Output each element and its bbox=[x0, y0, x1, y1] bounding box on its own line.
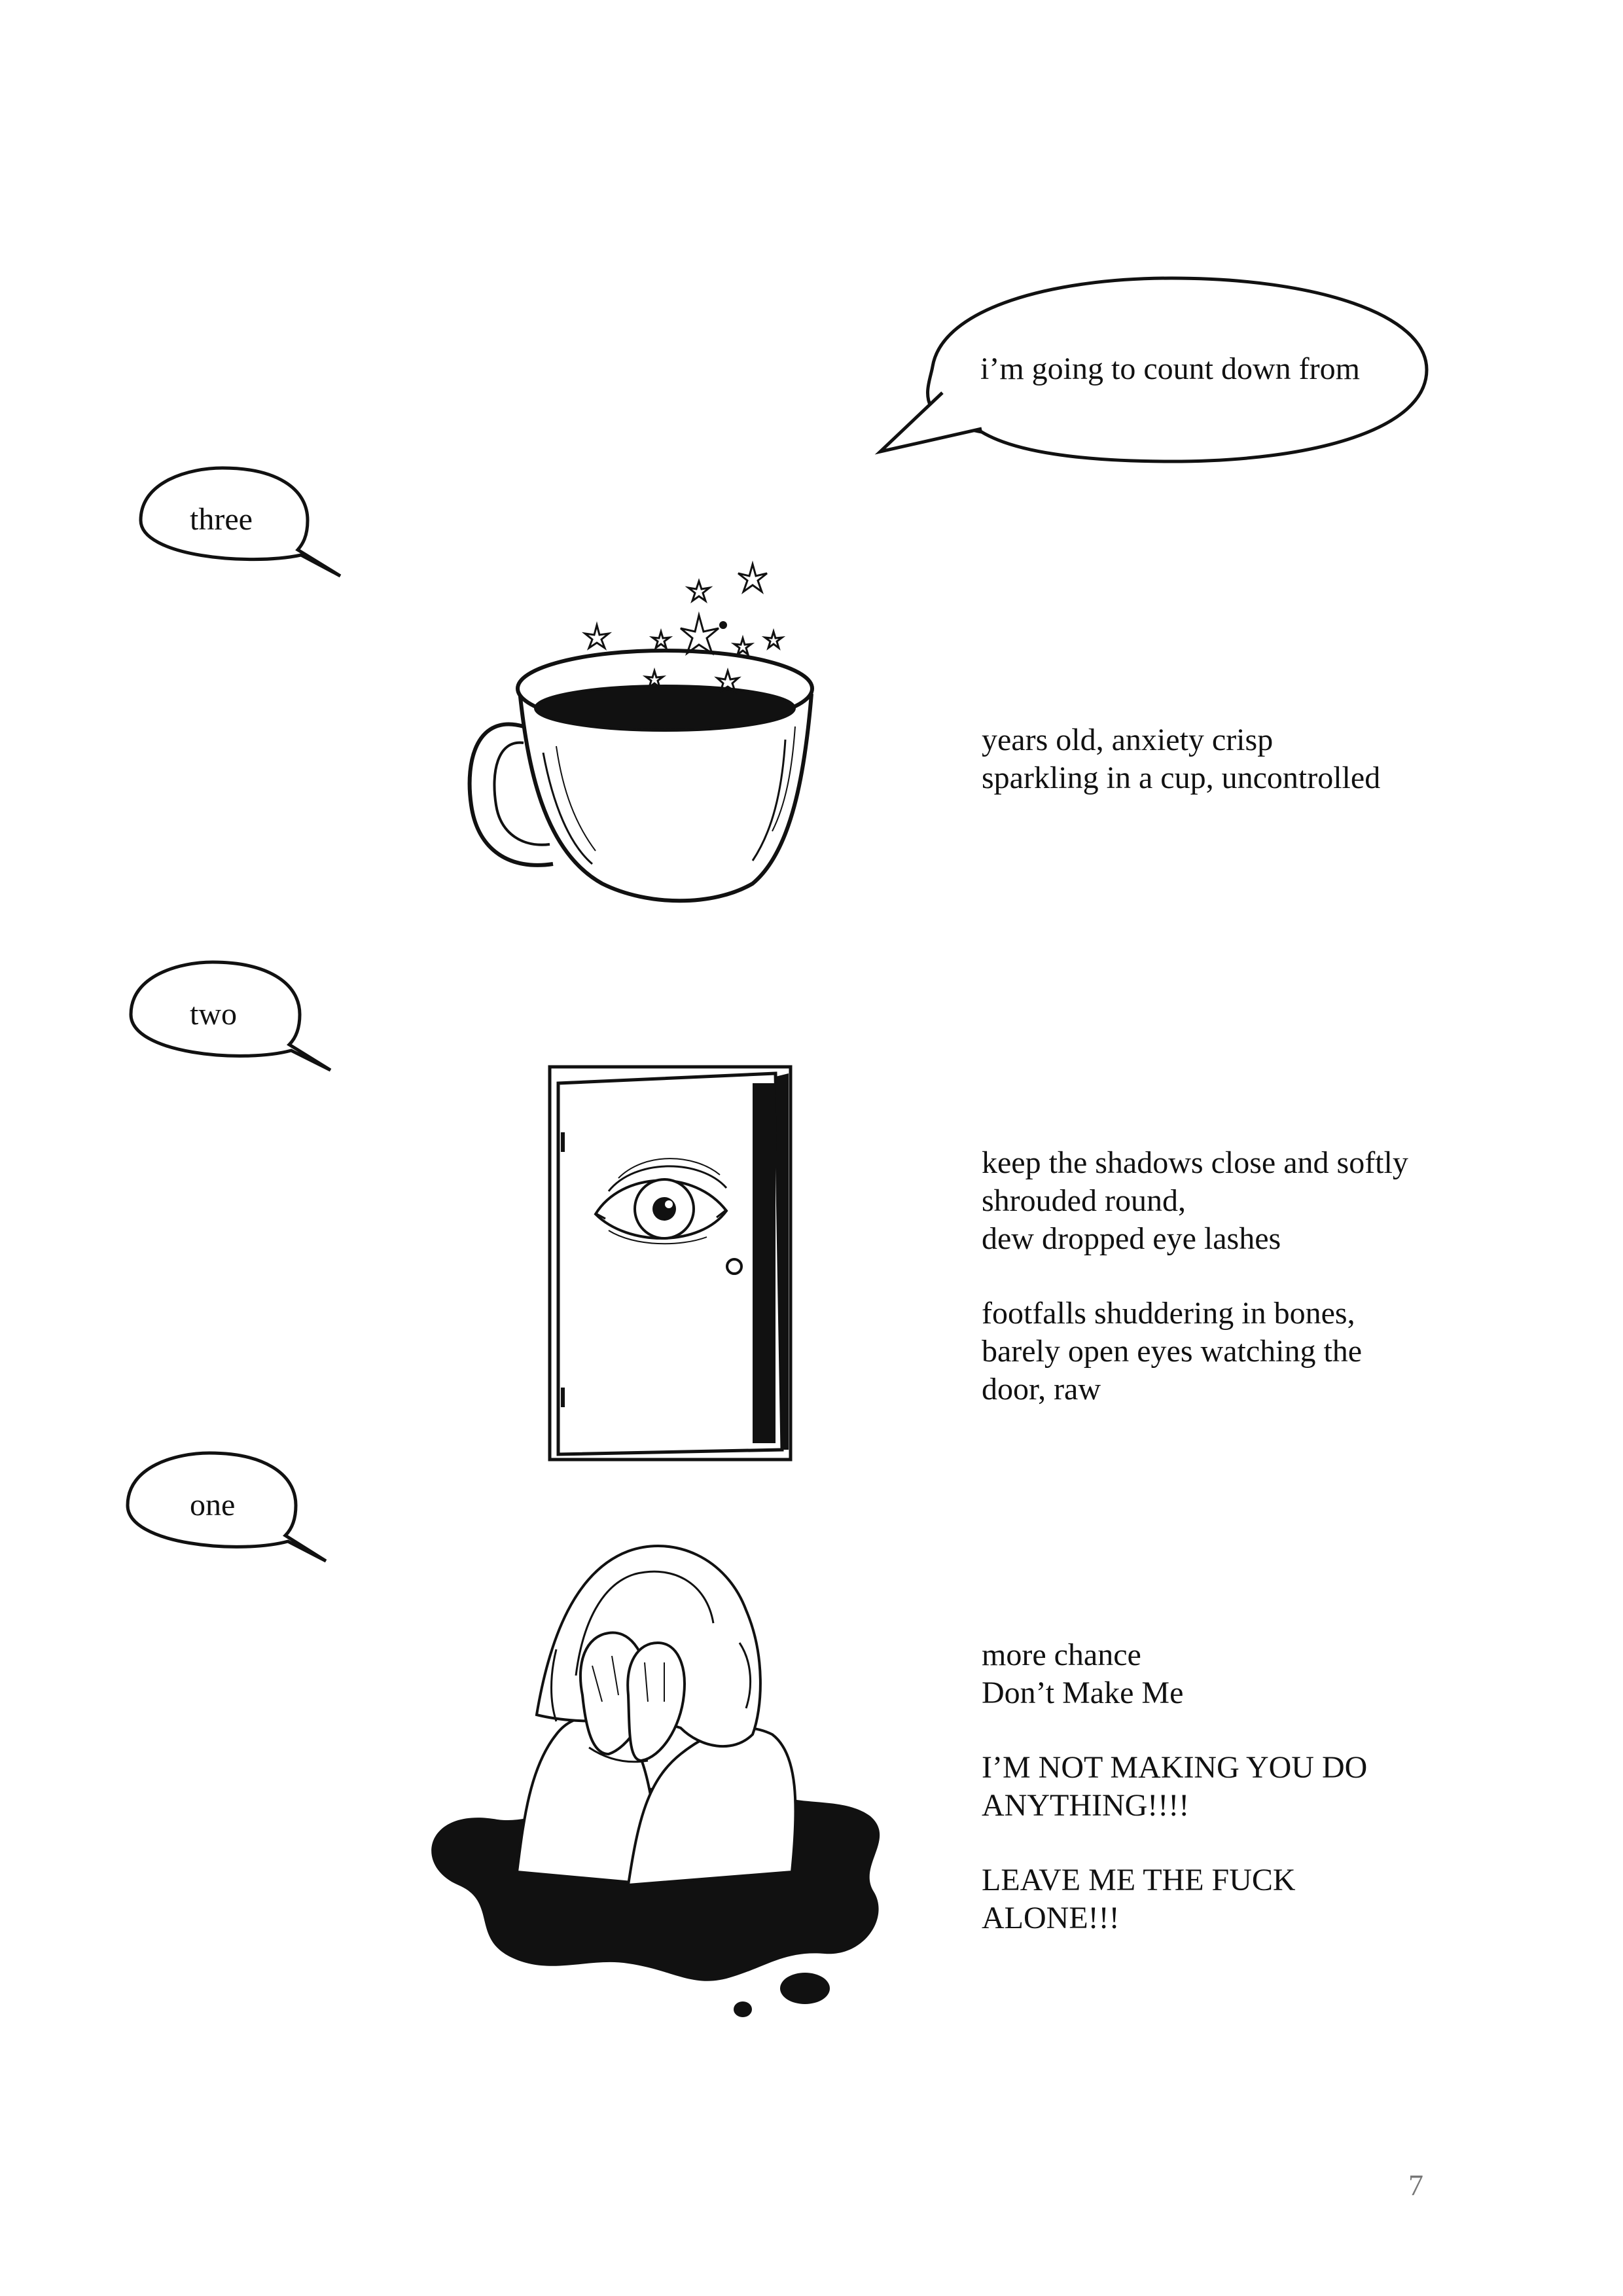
poem-line: shrouded round, bbox=[982, 1183, 1186, 1218]
speech-three-text: three bbox=[190, 502, 253, 537]
teacup-illustration bbox=[470, 564, 812, 901]
poem-line: ANYTHING!!!! bbox=[982, 1788, 1190, 1823]
speech-one-text: one bbox=[190, 1488, 236, 1522]
poem-line: door, raw bbox=[982, 1372, 1101, 1407]
poem-line: dew dropped eye lashes bbox=[982, 1221, 1281, 1256]
speech-intro-text: i’m going to count down from bbox=[980, 351, 1360, 386]
poem-line: footfalls shuddering in bones, bbox=[982, 1296, 1355, 1331]
speech-two-text: two bbox=[190, 997, 237, 1031]
poem-line: ALONE!!! bbox=[982, 1901, 1120, 1935]
poem-stanza-one bbox=[982, 1636, 1367, 1937]
door-illustration bbox=[550, 1067, 791, 1460]
poem-line: keep the shadows close and softly bbox=[982, 1145, 1408, 1180]
poem-stanza-three bbox=[982, 721, 1380, 797]
hooded-figure-illustration bbox=[431, 1546, 880, 2017]
page-number: 7 bbox=[1408, 2168, 1423, 2202]
poem-line: years old, anxiety crisp bbox=[982, 723, 1274, 757]
poem-line: I’M NOT MAKING YOU DO bbox=[982, 1750, 1368, 1785]
poem-stanza-two bbox=[982, 1144, 1408, 1408]
poem-line: barely open eyes watching the bbox=[982, 1334, 1363, 1369]
poem-line: sparkling in a cup, uncontrolled bbox=[982, 761, 1381, 795]
poem-line: LEAVE ME THE FUCK bbox=[982, 1863, 1296, 1897]
poem-line: Don’t Make Me bbox=[982, 1676, 1184, 1710]
poem-line: more chance bbox=[982, 1638, 1141, 1672]
